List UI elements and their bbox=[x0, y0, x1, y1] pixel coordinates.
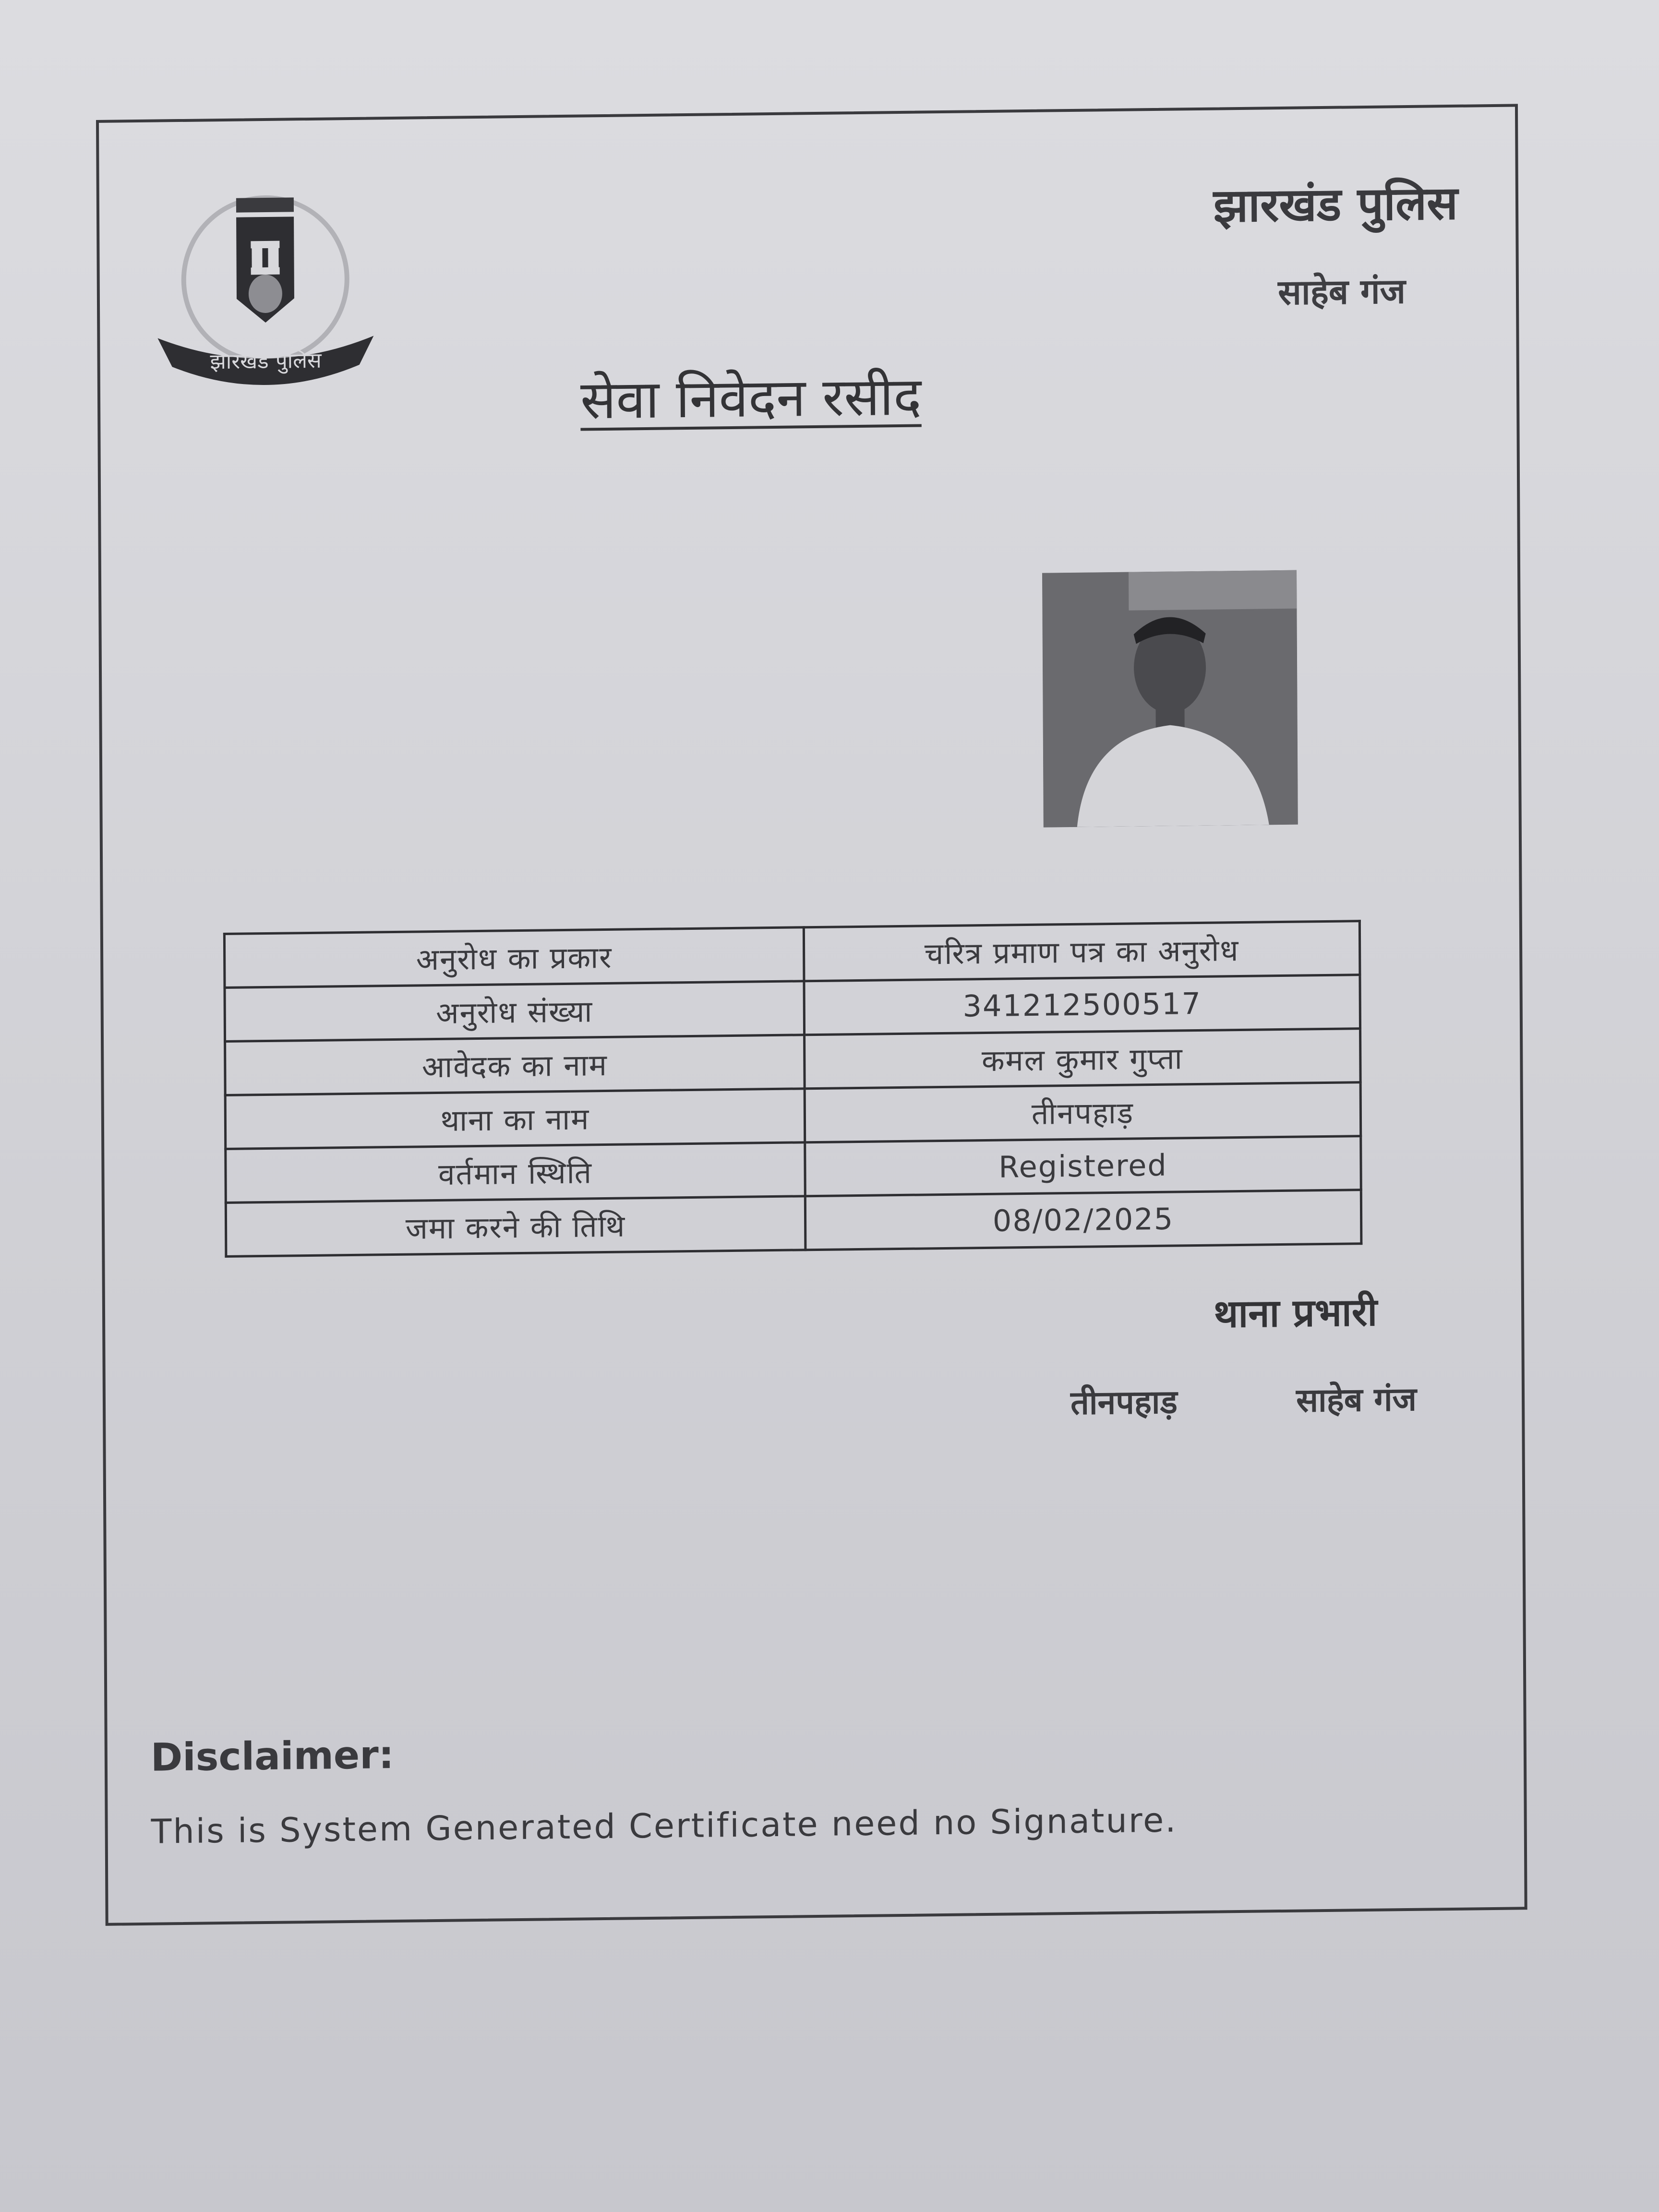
applicant-name-label: आवेदक का नाम bbox=[225, 1035, 805, 1095]
header-title: झारखंड पुलिस bbox=[1213, 176, 1458, 233]
receipt-document bbox=[96, 104, 1527, 1925]
request-type-value: चरित्र प्रमाण पत्र का अनुरोध bbox=[804, 921, 1360, 981]
applicant-portrait-icon bbox=[1042, 570, 1298, 828]
police-station-value: तीनपहाड़ bbox=[805, 1082, 1361, 1142]
disclaimer-title: Disclaimer: bbox=[150, 1732, 394, 1780]
disclaimer-text: This is System Generated Certificate need no Signature. bbox=[151, 1800, 1178, 1851]
request-number-value: 341212500517 bbox=[804, 975, 1360, 1035]
signatory-district: साहेब गंज bbox=[1296, 1380, 1417, 1420]
document-title: सेवा निवेदन रसीद bbox=[580, 365, 922, 431]
signatory-station: तीनपहाड़ bbox=[1070, 1383, 1178, 1423]
submission-date-value: 08/02/2025 bbox=[805, 1190, 1361, 1250]
request-details-table bbox=[223, 920, 1363, 1258]
current-status-value: Registered bbox=[805, 1136, 1361, 1196]
request-type-label: अनुरोध का प्रकार bbox=[224, 927, 804, 988]
submission-date-label: जमा करने की तिथि bbox=[226, 1196, 805, 1257]
request-number-label: अनुरोध संख्या bbox=[225, 981, 805, 1042]
current-status-label: वर्तमान स्थिति bbox=[226, 1142, 805, 1203]
emblem-banner-text: झारखंड पुलिस bbox=[210, 348, 322, 374]
header-district: साहेब गंज bbox=[1278, 271, 1406, 313]
signatory-designation: थाना प्रभारी bbox=[1214, 1289, 1378, 1336]
jharkhand-police-emblem-icon bbox=[152, 177, 379, 391]
applicant-photo bbox=[1042, 570, 1298, 828]
applicant-name-value: कमल कुमार गुप्ता bbox=[805, 1029, 1361, 1089]
police-station-label: थाना का नाम bbox=[225, 1089, 805, 1149]
